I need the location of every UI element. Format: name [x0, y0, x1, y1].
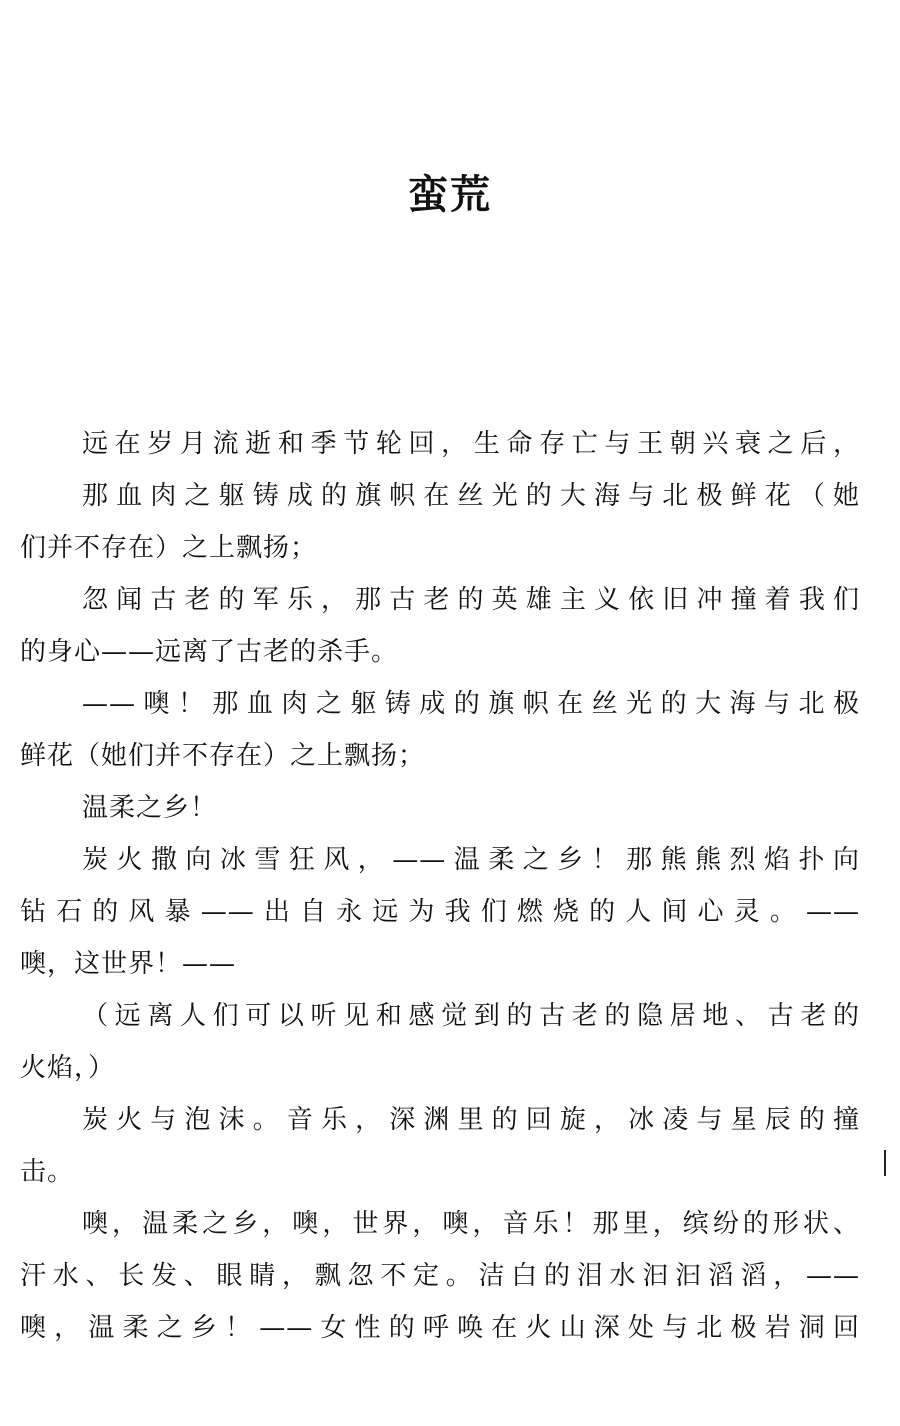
- text-line: 的身心——远离了古老的杀手。: [20, 637, 399, 667]
- poem-title: 蛮荒: [408, 171, 492, 218]
- text-line: 炭火撒向冰雪狂风，——温柔之乡！那熊熊烈焰扑向: [82, 845, 860, 875]
- text-line: 那血肉之躯铸成的旗帜在丝光的大海与北极鲜花（她: [82, 481, 860, 511]
- text-line: 鲜花（她们并不存在）之上飘扬；: [20, 741, 426, 771]
- text-line: ——噢！那血肉之躯铸成的旗帜在丝光的大海与北极: [82, 689, 860, 719]
- text-line: 忽闻古老的军乐，那古老的英雄主义依旧冲撞着我们: [82, 585, 860, 615]
- text-line: （远离人们可以听见和感觉到的古老的隐居地、古老的: [82, 1001, 860, 1031]
- text-line: 汗水、长发、眼睛，飘忽不定。洁白的泪水汩汩滔滔，——: [20, 1261, 860, 1291]
- text-line: 噢，这世界！——: [20, 949, 237, 979]
- text-line: 噢，温柔之乡！——女性的呼唤在火山深处与北极岩洞回: [20, 1313, 860, 1343]
- text-line: 们并不存在）之上飘扬；: [20, 533, 318, 563]
- text-line: 远在岁月流逝和季节轮回，生命存亡与王朝兴衰之后，: [82, 429, 860, 459]
- text-line: 噢，温柔之乡，噢，世界，噢，音乐！那里，缤纷的形状、: [82, 1209, 860, 1239]
- text-line: 钻石的风暴——出自永远为我们燃烧的人间心灵。——: [20, 897, 860, 927]
- text-line: 炭火与泡沫。音乐，深渊里的回旋，冰凌与星辰的撞: [82, 1105, 860, 1135]
- text-line: 击。: [20, 1157, 75, 1187]
- text-line: 温柔之乡！: [82, 793, 218, 823]
- text-line: 火焰，）: [20, 1053, 116, 1083]
- scan-edge-mark: [884, 1150, 886, 1176]
- poem-body: [20, 418, 860, 1354]
